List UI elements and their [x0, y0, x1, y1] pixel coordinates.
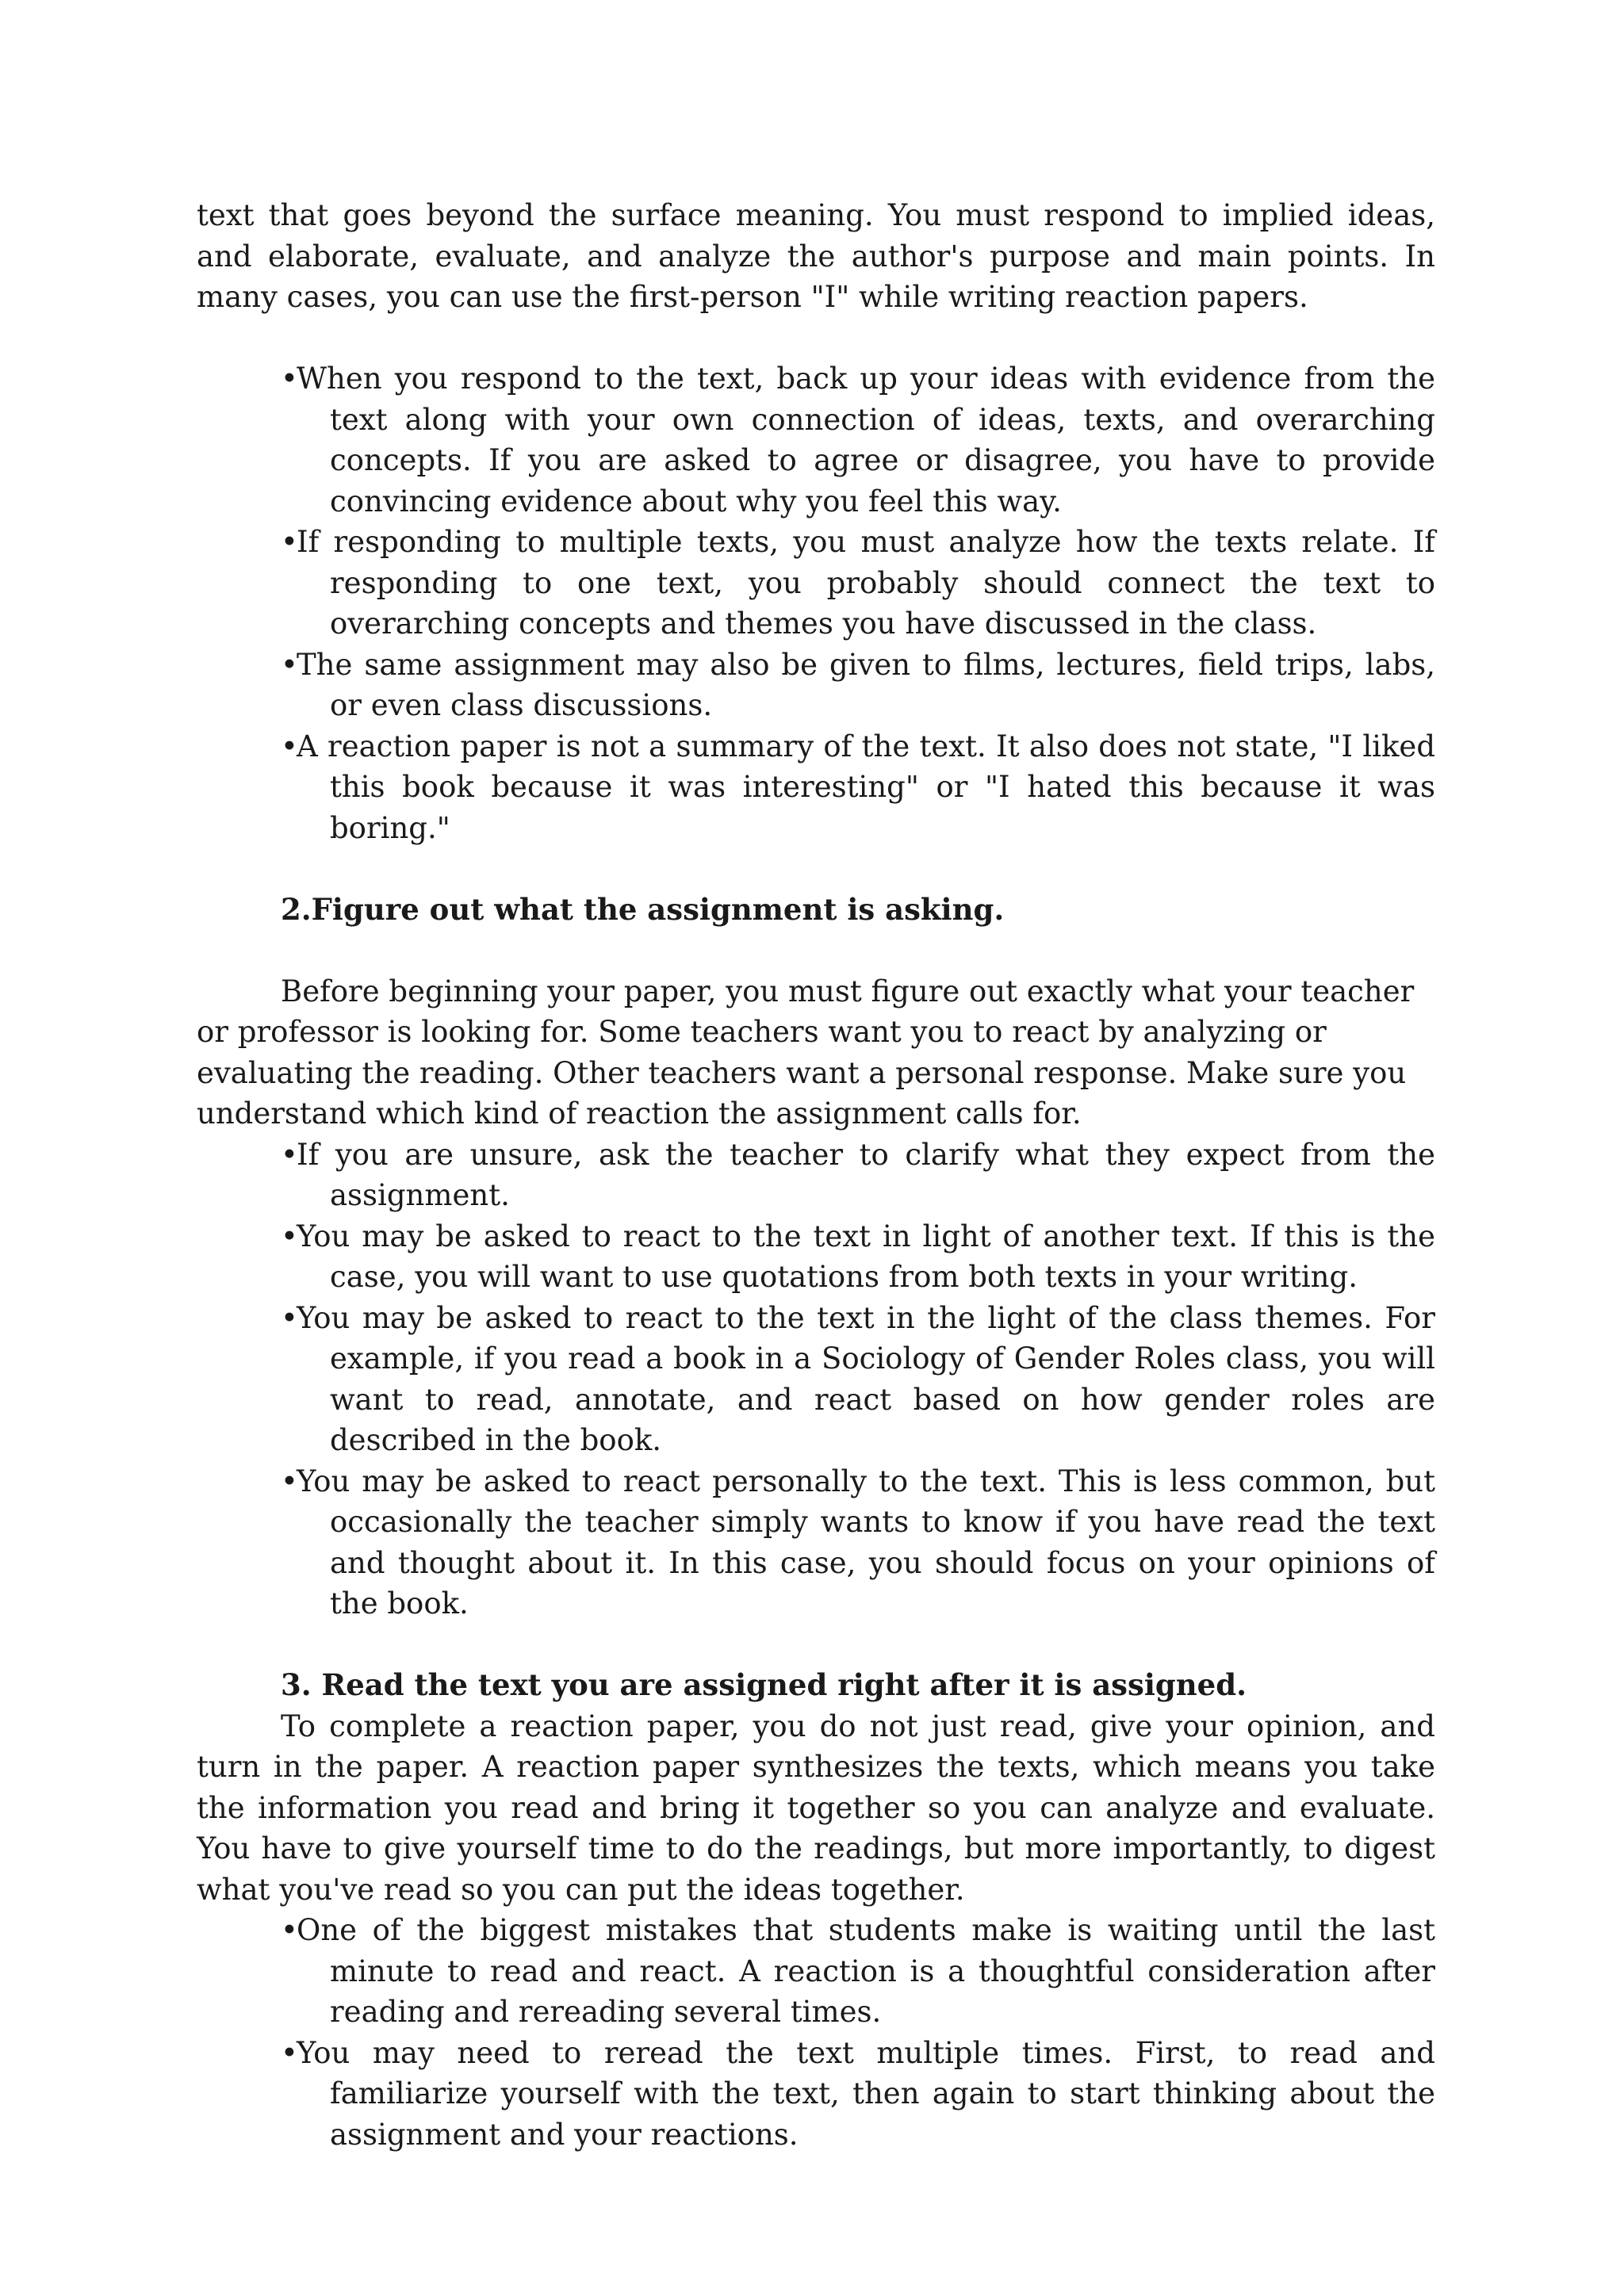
list-item: •You may be asked to react to the text in the light of the class themes. For example, if you read a book in a Sociology of Gender Roles class, you will want to read, annotate, and react based on how gender roles are described in the book. [281, 1298, 1435, 1461]
list-item: •A reaction paper is not a summary of the text. It also does not state, "I liked this book because it was interesting" or "I hated this because it was boring." [281, 726, 1435, 849]
list-item: •If you are unsure, ask the teacher to clarify what they expect from the assignment. [281, 1135, 1435, 1216]
section3-bullet-list [197, 1910, 1435, 2155]
list-item: •You may need to reread the text multiple times. First, to read and familiarize yourself with the text, then again to start thinking about the assignment and your reactions. [281, 2033, 1435, 2156]
bullet-icon: • [281, 729, 298, 763]
document-page [197, 195, 1435, 2155]
list-item: •The same assignment may also be given to films, lectures, field trips, labs, or even class discussions. [281, 645, 1435, 726]
spacer [197, 930, 1435, 971]
section2-bullet-list [197, 1135, 1435, 1624]
list-item: •If responding to multiple texts, you must analyze how the texts relate. If responding to one text, you probably should connect the text to overarching concepts and themes you have discussed in the class. [281, 522, 1435, 645]
spacer [197, 318, 1435, 359]
bullet-icon: • [281, 2035, 298, 2070]
list-item: •One of the biggest mistakes that students make is waiting until the last minute to read and react. A reaction is a thoughtful consideration after reading and rereading several times. [281, 1910, 1435, 2033]
section3-heading: 3. Read the text you are assigned right after it is assigned. [281, 1667, 1247, 1702]
bullet-icon: • [281, 1913, 298, 1947]
bullet-icon: • [281, 1300, 298, 1335]
list-item: •You may be asked to react to the text in light of another text. If this is the case, you will want to use quotations from both texts in your writing. [281, 1216, 1435, 1298]
spacer [197, 848, 1435, 890]
intro-paragraph: text that goes beyond the surface meaning. You must respond to implied ideas, and elaborate, evaluate, and analyze the author's purpose and main points. In many cases, you can use the first-person "I" while writing reaction papers. [197, 198, 1435, 314]
list-item: •When you respond to the text, back up your ideas with evidence from the text along with your own connection of ideas, texts, and overarching concepts. If you are asked to agree or disagree, you have to provide convincing evidence about why you feel this way. [281, 358, 1435, 522]
section2-heading: 2.Figure out what the assignment is asking. [281, 891, 1005, 927]
section1-bullet-list [197, 358, 1435, 848]
section3-paragraph: To complete a reaction paper, you do not just read, give your opinion, and turn in the paper. A reaction paper synthesizes the texts, which means you take the information you read and bring it together so you can analyze and evaluate. You have to give yourself time to do the readings, but more importantly, to digest what you've read so you can put the ideas together. [197, 1709, 1435, 1907]
bullet-icon: • [281, 525, 298, 559]
bullet-icon: • [281, 362, 298, 396]
bullet-icon: • [281, 1137, 298, 1172]
section2-paragraph: Before beginning your paper, you must figure out exactly what your teacher or professor is looking for. Some teachers want you to react by analyzing or evaluating the reading. Other teachers want a personal response. Make sure you understand which kind of reaction the assignment calls for. [197, 974, 1415, 1131]
bullet-icon: • [281, 647, 298, 682]
list-item: •You may be asked to react personally to the text. This is less common, but occasionally the teacher simply wants to know if you have read the text and thought about it. In this case, you should focus on your opinions of the book. [281, 1461, 1435, 1624]
spacer [197, 1624, 1435, 1666]
bullet-icon: • [281, 1464, 298, 1498]
bullet-icon: • [281, 1219, 298, 1253]
